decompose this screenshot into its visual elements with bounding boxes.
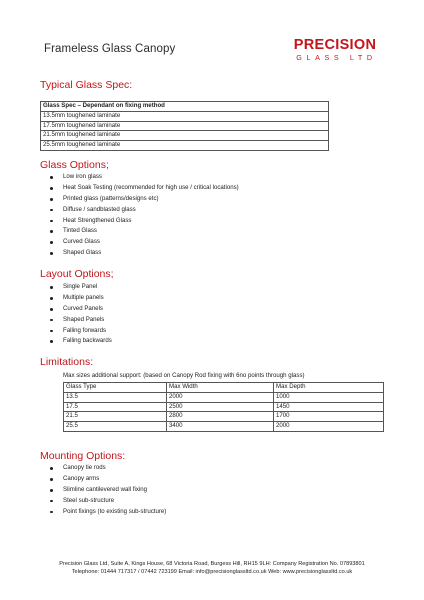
table-cell: 21.5 [64,412,167,422]
limitations-heading: Limitations: [40,356,94,368]
glass-options-heading: Glass Options; [40,159,109,171]
table-cell: 2000 [274,422,384,432]
list-item-label: Shaped Glass [63,249,102,257]
list-item [46,248,239,259]
list-item-label: Diffuse / sandblasted glass [63,205,136,213]
table-header-row [41,102,329,112]
table-header-cell: Glass Spec – Dependant on fixing method [41,102,329,112]
table-cell: 13.5mm toughened laminate [41,111,329,121]
bullet-icon [50,500,53,503]
list-item [46,474,166,485]
max-size-table [63,382,384,432]
bullet-icon [50,198,53,201]
table-cell: 2800 [167,412,274,422]
table-cell: 21.5mm toughened laminate [41,131,329,141]
table-row [64,402,384,412]
list-item [46,293,112,304]
table-row [64,392,384,402]
table-header-cell: Max Depth [274,383,384,393]
bullet-icon [50,187,53,190]
table-cell: 25.5 [64,422,167,432]
table-header-cell: Glass Type [64,383,167,393]
bullet-icon [50,176,53,179]
list-item [46,183,239,194]
list-item [46,336,112,347]
table-row [41,111,329,121]
bullet-icon [50,511,53,514]
layout-options-heading: Layout Options; [40,268,114,280]
table-cell: 13.5 [64,392,167,402]
table-header-cell: Max Width [167,383,274,393]
list-item-label: Curved Glass [63,238,100,246]
logo-wordmark: PRECISION [293,37,377,53]
bullet-icon [50,230,53,233]
table-cell: 25.5mm toughened laminate [41,141,329,151]
bullet-icon [50,241,53,244]
glass-options-list [46,172,239,259]
list-item-label: Falling forwards [63,326,107,334]
list-item-label: Canopy arms [63,474,100,482]
list-item [46,507,166,518]
table-cell: 2000 [167,392,274,402]
list-item-label: Canopy tie rods [63,464,106,471]
bullet-icon [50,297,53,300]
list-item-label: Heat Strengthened Glass [63,216,132,224]
list-item [46,282,112,293]
list-item-label: Falling backwards [63,337,112,345]
list-item-label: Curved Panels [63,304,103,312]
bullet-icon [50,286,53,289]
document-title: Frameless Glass Canopy [44,43,176,55]
list-item [46,315,112,326]
table-row [41,131,329,141]
table-row [41,141,329,151]
list-item-label: Slimline cantilevered wall fixing [63,485,147,493]
list-item-label: Shaped Panels [63,315,105,323]
mounting-options-heading: Mounting Options: [40,450,126,462]
list-item [46,205,239,216]
limitations-note: Max sizes additional support: (based on Canopy Rod fixing with 6no points through glass) [63,372,305,379]
list-item-label: Steel sub-structure [63,496,115,504]
bullet-icon [50,209,53,212]
bullet-icon [50,330,53,333]
list-item [46,485,166,496]
list-item [46,237,239,248]
footer-address: Precision Glass Ltd, Suite A, Kings House, 68 Victoria Road, Burgess Hill, RH15 9LH: Company Registration No. 07893801 [59,561,365,567]
glass-spec-table [40,101,329,151]
table-cell: 1700 [274,412,384,422]
list-item-label: Heat Soak Testing (recommended for high use / critical locations) [63,183,239,191]
table-cell: 3400 [167,422,274,432]
list-item [46,326,112,337]
bullet-icon [50,220,53,223]
logo-subtitle: GLASS LTD [296,53,377,62]
list-item [46,496,166,507]
typical-spec-heading: Typical Glass Spec: [40,79,133,91]
bullet-icon [50,478,53,481]
list-item [46,172,239,183]
mounting-options-list [46,463,166,517]
table-cell: 2500 [167,402,274,412]
list-item-label: Tinted Glass [63,227,97,235]
bullet-icon [50,319,53,322]
table-cell: 1000 [274,392,384,402]
table-row [64,422,384,432]
footer-contact: Telephone: 01444 717317 / 07442 723199 Email: info@precisionglassltd.co.uk Web: www.precisionglassltd.co.uk [71,569,353,575]
list-item [46,304,112,315]
bullet-icon [50,252,53,255]
list-item-label: Point fixings (to existing sub-structure) [63,507,167,515]
table-cell: 17.5mm toughened laminate [41,121,329,131]
list-item [46,226,239,237]
bullet-icon [50,308,53,311]
bullet-icon [50,467,53,470]
table-row [41,121,329,131]
layout-options-list [46,282,112,347]
list-item [46,216,239,227]
table-cell: 17.5 [64,402,167,412]
company-logo [288,38,382,62]
list-item-label: Low iron glass [63,173,102,180]
list-item-label: Multiple panels [63,293,104,301]
list-item [46,463,166,474]
bullet-icon [50,489,53,492]
table-cell: 1450 [274,402,384,412]
list-item [46,194,239,205]
table-row [64,412,384,422]
list-item-label: Single Panel [63,283,98,290]
table-header-row [64,383,384,393]
list-item-label: Printed glass (patterns/designs etc) [63,194,159,202]
bullet-icon [50,340,53,343]
